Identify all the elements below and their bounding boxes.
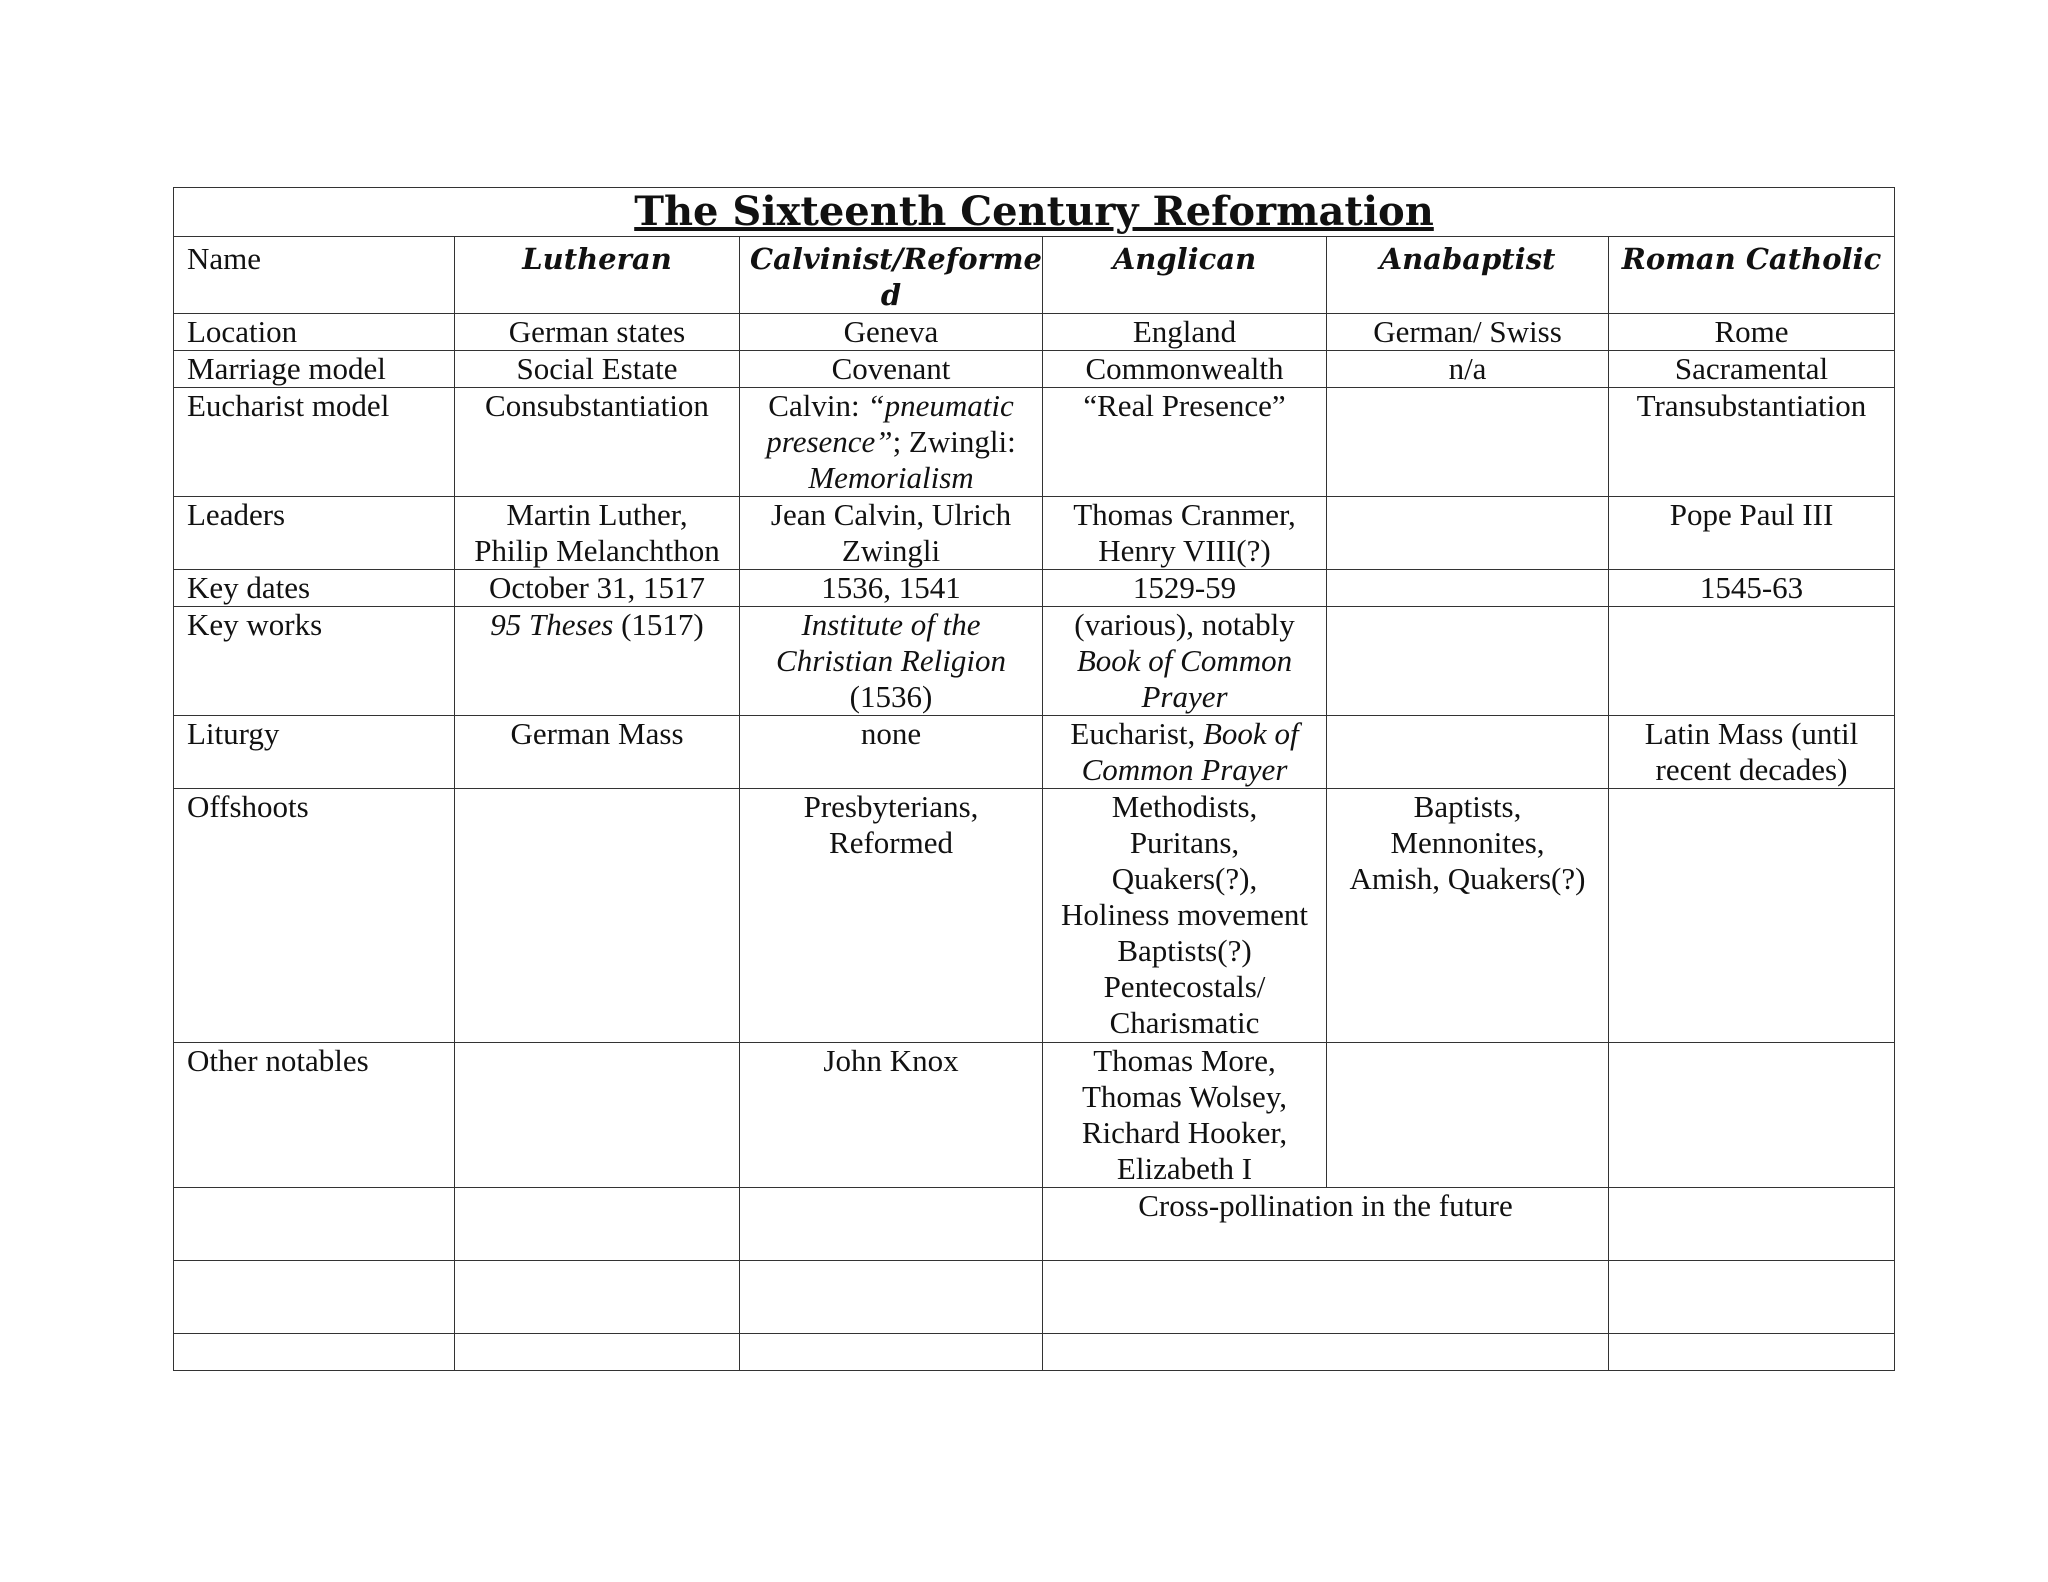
row-label: Other notables — [174, 1043, 455, 1188]
empty-cell — [455, 1188, 740, 1261]
row-label: Liturgy — [174, 716, 455, 789]
header-label: Name — [174, 237, 455, 314]
work-title: 95 Theses — [490, 607, 614, 642]
eucharist-calvin-prefix: Calvin: — [768, 388, 868, 423]
cell-anabaptist: German/ Swiss — [1327, 314, 1609, 351]
liturgy-title: Common Prayer — [1081, 752, 1288, 787]
row-other-notables — [174, 1043, 1895, 1188]
leader-line: Thomas Cranmer, — [1073, 497, 1296, 532]
notable-item: Elizabeth I — [1116, 1151, 1253, 1186]
row-blank — [174, 1334, 1895, 1371]
cell-anglican: Commonwealth — [1043, 351, 1327, 388]
notable-item: Thomas Wolsey, — [1081, 1079, 1287, 1114]
empty-cell — [455, 1261, 740, 1334]
header-anabaptist: Anabaptist — [1327, 237, 1609, 314]
cell-catholic: 1545-63 — [1609, 570, 1895, 607]
row-marriage — [174, 351, 1895, 388]
header-anglican: Anglican — [1043, 237, 1327, 314]
row-location — [174, 314, 1895, 351]
offshoot-item: Presbyterians, — [803, 789, 979, 824]
cell-anglican — [1043, 607, 1327, 716]
leader-line: Martin Luther, — [506, 497, 688, 532]
cell-anabaptist — [1327, 388, 1609, 497]
offshoot-item: Mennonites, — [1390, 825, 1545, 860]
cell-catholic: Pope Paul III — [1609, 497, 1895, 570]
empty-cell — [740, 1188, 1043, 1261]
empty-cell — [1609, 1261, 1895, 1334]
empty-cell — [1043, 1334, 1609, 1371]
cell-lutheran: German Mass — [455, 716, 740, 789]
cell-catholic — [1609, 716, 1895, 789]
cell-lutheran — [455, 1043, 740, 1188]
cell-calvinist: John Knox — [740, 1043, 1043, 1188]
cell-calvinist: Geneva — [740, 314, 1043, 351]
work-title: Prayer — [1141, 679, 1228, 714]
cell-anabaptist — [1327, 607, 1609, 716]
row-label: Leaders — [174, 497, 455, 570]
title-row — [174, 188, 1895, 237]
row-label: Offshoots — [174, 789, 455, 1043]
offshoot-item: Amish, Quakers(?) — [1349, 861, 1586, 896]
header-calvinist-line1: Calvinist/Reforme — [750, 242, 1042, 276]
offshoot-item: Baptists, — [1413, 789, 1522, 824]
cell-anglican — [1043, 1043, 1327, 1188]
cell-lutheran: Social Estate — [455, 351, 740, 388]
eucharist-pneumatic: “pneumatic presence” — [766, 388, 1014, 459]
work-year: (1517) — [613, 607, 704, 642]
offshoot-item: Quakers(?), — [1111, 861, 1258, 896]
empty-cell — [174, 1261, 455, 1334]
cell-calvinist — [740, 497, 1043, 570]
cell-anglican: 1529-59 — [1043, 570, 1327, 607]
leader-line: Zwingli — [841, 533, 941, 568]
cell-calvinist: none — [740, 716, 1043, 789]
liturgy-line: recent decades) — [1655, 752, 1848, 787]
row-future — [174, 1188, 1895, 1261]
cell-catholic: Rome — [1609, 314, 1895, 351]
work-title: Book of Common — [1076, 643, 1293, 678]
row-label: Location — [174, 314, 455, 351]
cell-anglican — [1043, 497, 1327, 570]
empty-cell — [1609, 1334, 1895, 1371]
page-title: The Sixteenth Century Reformation — [174, 188, 1895, 237]
offshoot-item: Baptists(?) — [1117, 933, 1252, 968]
cell-catholic — [1609, 789, 1895, 1043]
cell-anabaptist — [1327, 716, 1609, 789]
cell-anabaptist — [1327, 789, 1609, 1043]
header-calvinist-line2: d — [880, 278, 902, 312]
liturgy-title: Book of — [1203, 716, 1299, 751]
cell-lutheran: October 31, 1517 — [455, 570, 740, 607]
row-liturgy — [174, 716, 1895, 789]
row-label: Marriage model — [174, 351, 455, 388]
cell-anabaptist: n/a — [1327, 351, 1609, 388]
empty-cell — [455, 1334, 740, 1371]
leader-line: Jean Calvin, Ulrich — [770, 497, 1012, 532]
offshoot-item: Holiness movement — [1060, 897, 1309, 932]
cell-catholic — [1609, 607, 1895, 716]
work-title: Christian Religion — [776, 643, 1006, 678]
row-label: Eucharist model — [174, 388, 455, 497]
offshoot-item: Methodists, — [1111, 789, 1258, 824]
leader-line: Henry VIII(?) — [1098, 533, 1271, 568]
header-row — [174, 237, 1895, 314]
cell-catholic — [1609, 1043, 1895, 1188]
cross-pollination-cell: Cross-pollination in the future — [1043, 1188, 1609, 1261]
cell-lutheran: German states — [455, 314, 740, 351]
cell-anglican — [1043, 789, 1327, 1043]
cell-anabaptist — [1327, 1043, 1609, 1188]
cell-calvinist — [740, 789, 1043, 1043]
cell-lutheran — [455, 497, 740, 570]
reformation-table — [173, 187, 1895, 1371]
work-year: (1536) — [849, 679, 933, 714]
empty-cell — [174, 1188, 455, 1261]
cell-lutheran — [455, 607, 740, 716]
cell-calvinist — [740, 607, 1043, 716]
row-leaders — [174, 497, 1895, 570]
row-key-dates — [174, 570, 1895, 607]
notable-item: Thomas More, — [1093, 1043, 1276, 1078]
header-calvinist — [740, 237, 1043, 314]
leader-line: Philip Melanchthon — [474, 533, 720, 568]
cell-calvinist: 1536, 1541 — [740, 570, 1043, 607]
work-note: (various), notably — [1074, 607, 1295, 642]
cell-anglican — [1043, 716, 1327, 789]
empty-cell — [174, 1334, 455, 1371]
cell-anglican: England — [1043, 314, 1327, 351]
work-title: Institute of the — [801, 607, 981, 642]
cell-lutheran — [455, 789, 740, 1043]
offshoot-item: Charismatic — [1109, 1005, 1260, 1040]
cell-catholic: Transubstantiation — [1609, 388, 1895, 497]
cell-catholic: Sacramental — [1609, 351, 1895, 388]
row-blank — [174, 1261, 1895, 1334]
cell-anabaptist — [1327, 497, 1609, 570]
row-label: Key works — [174, 607, 455, 716]
cell-anglican: “Real Presence” — [1043, 388, 1327, 497]
eucharist-memorialism: Memorialism — [808, 460, 974, 495]
empty-cell — [1043, 1261, 1609, 1334]
cell-anabaptist — [1327, 570, 1609, 607]
empty-cell — [1609, 1188, 1895, 1261]
cell-lutheran: Consubstantiation — [455, 388, 740, 497]
empty-cell — [740, 1334, 1043, 1371]
row-eucharist — [174, 388, 1895, 497]
notable-item: Richard Hooker, — [1081, 1115, 1288, 1150]
liturgy-eucharist: Eucharist, — [1070, 716, 1203, 751]
offshoot-item: Reformed — [829, 825, 953, 860]
cell-calvinist — [740, 388, 1043, 497]
cell-calvinist: Covenant — [740, 351, 1043, 388]
header-lutheran: Lutheran — [455, 237, 740, 314]
liturgy-line: Latin Mass (until — [1644, 716, 1859, 751]
offshoot-item: Puritans, — [1129, 825, 1240, 860]
eucharist-zwingli-prefix: ; Zwingli: — [892, 424, 1016, 459]
offshoot-item: Pentecostals/ — [1103, 969, 1266, 1004]
row-key-works — [174, 607, 1895, 716]
row-label: Key dates — [174, 570, 455, 607]
header-catholic: Roman Catholic — [1609, 237, 1895, 314]
empty-cell — [740, 1261, 1043, 1334]
row-offshoots — [174, 789, 1895, 1043]
